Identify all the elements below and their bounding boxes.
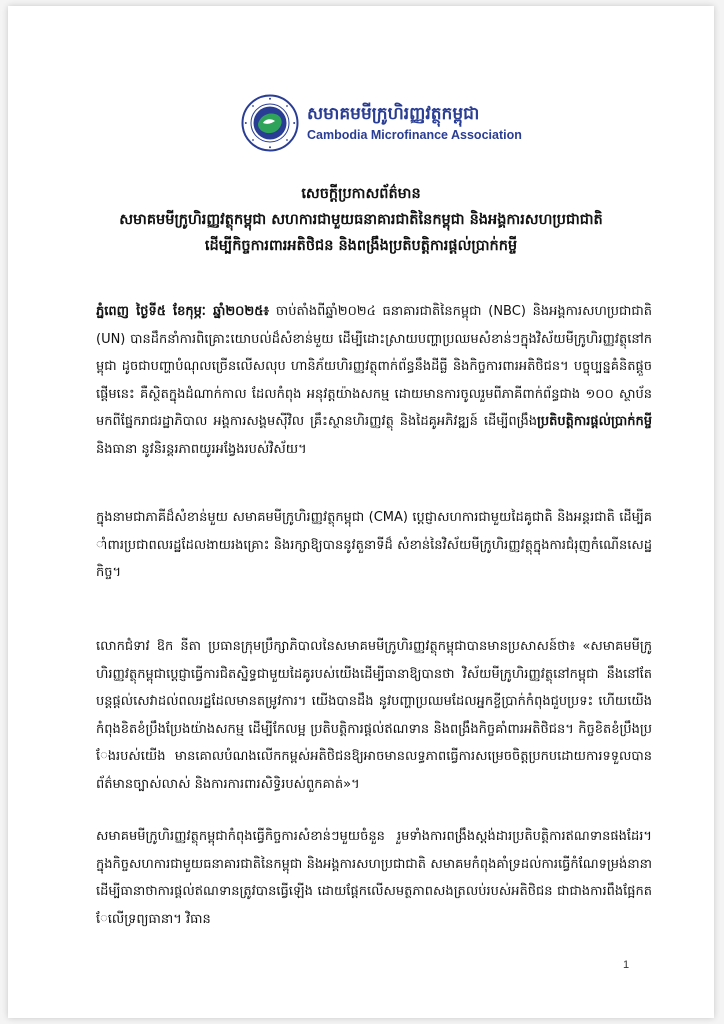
title-line-1: សេចក្តីប្រកាសព័ត៌មាន — [301, 186, 421, 202]
header-logo — [241, 94, 522, 152]
paragraph-2: ក្នុងនាមជាភាគីដ៏សំខាន់មួយ សមាគមមីក្រូហិរញ្ញវត្ថុកម្ពុជា (CMA) ប្តេជ្ញាសហការជាមួយដៃគូជាតិ និងអន្តរជាតិ ដើម្បីគាំពារប្រជាពលរដ្ឋដែលងាយរងគ្រោះ និងរក្សាឱ្យបាននូវតួនាទីដ៏ សំខាន់នៃវិស័យមីក្រូហិរញ្ញវត្ថុក្នុងការជំរុញកំណើនសេដ្ឋកិច្ច។ — [96, 510, 652, 580]
document-page — [8, 6, 714, 1018]
logo-wordmark — [307, 103, 522, 143]
dateline: ភ្នំពេញ ថ្ងៃទី៥ ខែកុម្ភៈ ឆ្នាំ២០២៥៖ — [96, 304, 270, 319]
logo-english-name: Cambodia Microfinance Association — [307, 128, 522, 142]
press-release-title — [28, 181, 694, 259]
paragraph-1-emphasis: ប្រតិបត្តិការផ្តល់ប្រាក់កម្ចី — [536, 414, 652, 429]
paragraph-4: សមាគមមីក្រូហិរញ្ញវត្ថុកម្ពុជាកំពុងធ្វើកិច្ចការសំខាន់ៗមួយចំនួន រួមទាំងការពង្រឹងស្តង់ដារប្រតិបត្តិការឥណទានផងដែរ។ ក្នុងកិច្ចសហការជាមួយធនាគារជាតិនៃកម្ពុជា និងអង្គការសហប្រជាជាតិ សមាគមកំពុងគាំទ្រដល់ការធ្វើកំណែទម្រង់នានា ដើម្បីធានាថាការផ្តល់ឥណទានត្រូវបានធ្វើឡើង ដោយផ្តែកលើសមត្ថភាពសងត្រលប់របស់អតិថិជន ជាជាងការពឹងផ្អែកតែលើទ្រព្យធានា។ វិធាន — [96, 829, 652, 927]
logo-khmer-name: សមាគមមីក្រូហិរញ្ញវត្ថុកម្ពុជា — [307, 104, 480, 124]
paragraph-1-text-b: និងធានា នូវនិរន្តរភាពយូរអង្វែងរបស់វិស័យ។ — [96, 441, 307, 457]
paragraph-3-quote: លោកជំទាវ ឱក នីតា ប្រធានក្រុមប្រឹក្សាភិបាលនៃសមាគមមីក្រូហិរញ្ញវត្ថុកម្ពុជាបានមានប្រសាសន៍ថា៖ «សមាគមមីក្រូហិរញ្ញវត្ថុកម្ពុជាប្តេជ្ញាធ្វើការជិតស្និទ្ធជាមួយដៃគូរបស់យើងដើម្បីធានាឱ្យបានថា វិស័យមីក្រូហិរញ្ញវត្ថុនៅកម្ពុជា នឹងនៅតែបន្តផ្តល់សេវាដល់ពលរដ្ឋដែលមានតម្រូវការ។ យើងបានដឹង នូវបញ្ហាប្រឈមដែលអ្នកខ្ចីប្រាក់កំពុងជួបប្រទះ ហើយយើងកំពុងខិតខំប្រឹងប្រែងយ៉ាងសកម្ម ដើម្បីកែលម្អ ប្រតិបត្តិការផ្តល់ឥណទាន និងពង្រឹងកិច្ចគាំពារអតិថិជន។ កិច្ចខិតខំប្រឹងប្រែងរបស់យើង មានគោលបំណងលើកកម្ពស់អតិថិជនឱ្យអាចមានលទ្ធភាពធ្វើការសម្រេចចិត្តប្រកបដោយការទទួលបានព័ត៌មានច្បាស់លាស់ និងការការពារសិទ្ធិរបស់ពួកគាត់»។ — [96, 639, 652, 792]
title-line-3: ដើម្បីកិច្ចការពារអតិថិជន និងពង្រឹងប្រតិបត្តិការផ្តល់ប្រាក់កម្ចី — [204, 238, 518, 254]
title-line-2: សមាគមមីក្រូហិរញ្ញវត្ថុកម្ពុជា សហការជាមួយធនាគារជាតិនៃកម្ពុជា និងអង្គការសហប្រជាជាតិ — [119, 212, 603, 228]
cma-seal-icon — [241, 94, 299, 152]
paragraph-1 — [96, 298, 652, 463]
page-number: 1 — [623, 959, 630, 971]
paragraph-1-text-a: ចាប់តាំងពីឆ្នាំ២០២៤ ធនាគារជាតិនៃកម្ពុជា (NBC) និងអង្គការសហប្រជាជាតិ (UN) បានដឹកនាំការពិគ្រោះយោបល់ដ៏សំខាន់មួយ ដើម្បីដោះស្រាយបញ្ហាប្រឈមសំខាន់ៗក្នុងវិស័យមីក្រូហិរញ្ញវត្ថុនៅកម្ពុជា ដូចជាបញ្ហាបំណុលច្រើនលើសលុប ហានិភ័យហិរញ្ញវត្ថុពាក់ព័ន្ធនឹងដីធ្លី និងកិច្ចការពារអតិថិជន។ បច្ចុប្បន្នគំនិតផ្តួចផ្តើមនេះ គឺស្ថិតក្នុងដំណាក់កាល ដែលកំពុង អនុវត្តយ៉ាងសកម្ម ដោយមានការចូលរួមពីភាគីពាក់ព័ន្ធជាង ១០០ ស្ថាប័ន មកពីផ្នែករាជរដ្ឋាភិបាល អង្គការសង្គមស៊ីវិល គ្រឹះស្ថានហិរញ្ញវត្ថុ និងដៃគូអភិវឌ្ឍន៍ ដើម្បីពង្រឹង — [96, 304, 652, 429]
